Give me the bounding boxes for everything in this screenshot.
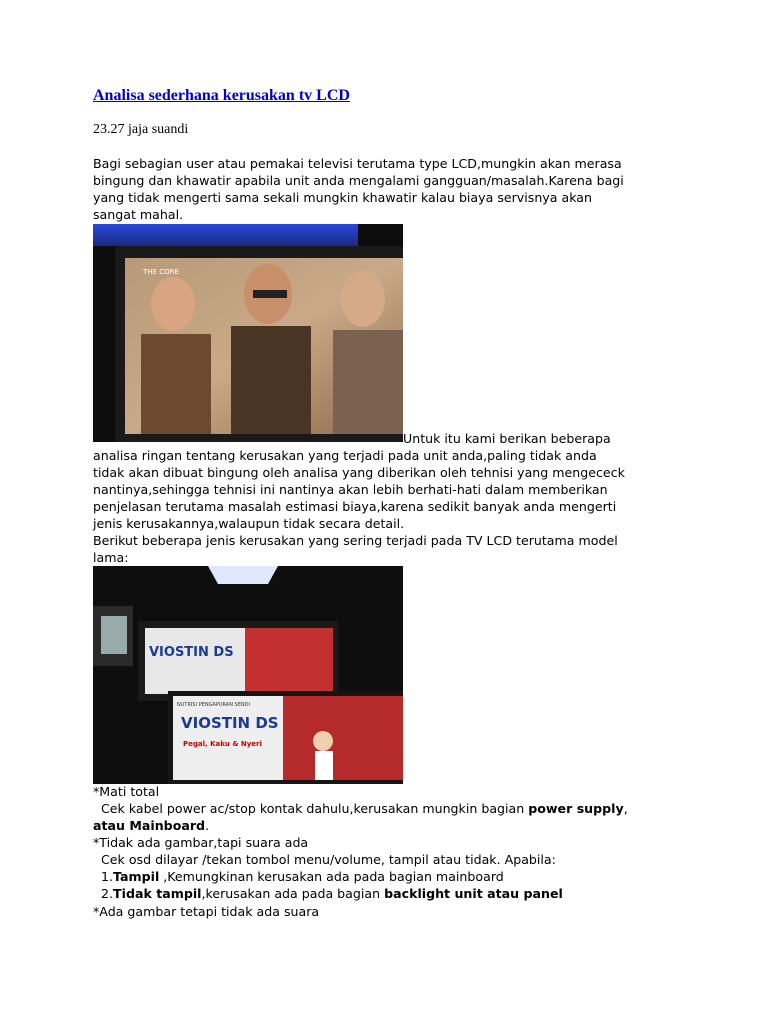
text: ,kerusakan ada pada bagian xyxy=(201,886,385,901)
section-line: Cek osd dilayar /tekan tombol menu/volume, tampil atau tidak. Apabila: xyxy=(101,852,556,867)
bold-term: Tampil xyxy=(113,869,160,884)
ad-brand-lower: VIOSTIN DS xyxy=(181,714,279,732)
list-item xyxy=(93,868,504,885)
tv-ad-graphic xyxy=(93,566,403,784)
punct: . xyxy=(205,818,210,833)
body-line: lama: xyxy=(93,550,129,565)
tv-photo-movie-scene xyxy=(93,224,403,442)
body-line: penjelasan terutama masalah estimasi biaya,karena sedikit banyak anda mengerti xyxy=(93,499,617,514)
continuation-line: Untuk itu kami berikan beberapa xyxy=(403,431,611,446)
tv-photo-graphic xyxy=(93,224,403,442)
body-line: nantinya,sehingga tehnisi ini nantinya akan lebih berhati-hati dalam memberikan xyxy=(93,482,608,497)
section-heading-mati-total: *Mati total xyxy=(93,784,160,799)
body-line: analisa ringan tentang kerusakan yang terjadi pada unit anda,paling tidak anda xyxy=(93,448,597,463)
list-number: 2. xyxy=(101,886,114,901)
body-line: jenis kerusakannya,walaupun tidak secara detail. xyxy=(93,516,405,531)
bold-term: Tidak tampil xyxy=(113,886,202,901)
intro-line: yang tidak mengerti sama sekali mungkin khawatir kalau biaya servisnya akan xyxy=(93,190,592,205)
ad-brand-upper: VIOSTIN DS xyxy=(149,645,234,660)
ad-tagline: Pegal, Kaku & Nyeri xyxy=(183,740,262,748)
bold-term: atau Mainboard xyxy=(93,818,206,833)
text: Cek kabel power ac/stop kontak dahulu,kerusakan mungkin bagian xyxy=(101,801,529,816)
text: ,Kemungkinan kerusakan ada pada bagian mainboard xyxy=(159,869,504,884)
overlay-label: THE CORE xyxy=(143,268,179,276)
article-title[interactable]: Analisa sederhana kerusakan tv LCD xyxy=(93,87,350,104)
intro-line: Bagi sebagian user atau pemakai televisi terutama type LCD,mungkin akan merasa xyxy=(93,156,622,171)
body-line: Berikut beberapa jenis kerusakan yang sering terjadi pada TV LCD terutama model xyxy=(93,533,618,548)
section-line xyxy=(93,817,209,834)
bold-term: backlight unit atau panel xyxy=(384,886,563,901)
intro-line: bingung dan khawatir apabila unit anda mengalami gangguan/masalah.Karena bagi xyxy=(93,173,624,188)
bold-term: power supply xyxy=(528,801,624,816)
intro-line: sangat mahal. xyxy=(93,207,184,222)
section-line xyxy=(93,800,628,817)
post-meta: 23.27 jaja suandi xyxy=(93,122,189,137)
ad-top-line: NUTRISI PENGAPURAN SENDI xyxy=(177,702,250,708)
punct: , xyxy=(623,801,628,816)
list-number: 1. xyxy=(101,869,114,884)
section-heading-no-picture: *Tidak ada gambar,tapi suara ada xyxy=(93,835,309,850)
section-heading-no-sound: *Ada gambar tetapi tidak ada suara xyxy=(93,904,320,919)
tv-photo-advertisement xyxy=(93,566,403,784)
body-line: tidak akan dibuat bingung oleh analisa yang diberikan oleh tehnisi yang mengececk xyxy=(93,465,625,480)
list-item xyxy=(93,885,563,902)
